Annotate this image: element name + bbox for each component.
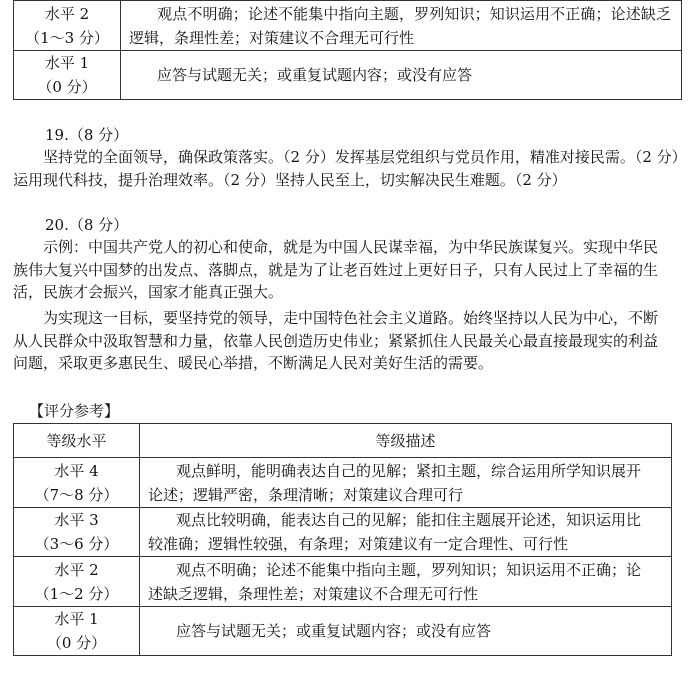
level-name: 水平 4 <box>54 461 99 480</box>
description-line: 论述；逻辑严密，条理清晰；对策建议合理可行 <box>148 485 464 504</box>
answer-line: 从人民群众中汲取智慧和力量，依靠人民创造历史伟业；紧紧抓住人民最关心最直接最现实的利益 <box>13 331 659 350</box>
level-name: 水平 1 <box>54 610 99 628</box>
table-row <box>14 458 672 508</box>
question-20-title: 20.（8 分） <box>45 216 129 234</box>
answer-line: 为实现这一目标，要坚持党的领导，走中国特色社会主义道路。始终坚持以人民为中心，不断 <box>43 309 659 327</box>
level-description <box>121 51 682 100</box>
level-cell <box>14 1 121 51</box>
level-description <box>140 557 672 607</box>
description-line: 观点鲜明，能明确表达自己的见解；紧扣主题，综合运用所学知识展开 <box>176 461 642 480</box>
rubric-table <box>13 423 672 656</box>
level-name: 水平 2 <box>44 4 90 23</box>
level-description <box>121 1 682 51</box>
question-19-title: 19.（8 分） <box>45 126 129 144</box>
table-row <box>14 607 672 656</box>
level-description <box>140 607 672 656</box>
description-line: 观点比较明确，能表达自己的见解；能扣住主题展开论述，知识运用比 <box>176 511 642 529</box>
top-rubric-table <box>13 0 682 100</box>
column-header-description: 等级描述 <box>140 424 672 458</box>
description-line: 观点不明确；论述不能集中指向主题，罗列知识；知识运用不正确；论 <box>176 560 642 579</box>
question-20-paragraph-1 <box>13 236 688 304</box>
table-header-row <box>14 424 672 458</box>
column-header-level: 等级水平 <box>14 424 140 458</box>
level-cell <box>14 51 121 100</box>
question-19-answer <box>13 146 688 191</box>
table-row <box>14 51 682 100</box>
description-line: 较准确；逻辑性较强，有条理；对策建议有一定合理性、可行性 <box>148 535 569 553</box>
answer-line: 问题，采取更多惠民生、暖民心举措，不断满足人民对美好生活的需要。 <box>13 354 494 372</box>
level-name: 水平 1 <box>44 54 90 72</box>
question-20-paragraph-2 <box>13 307 688 375</box>
level-cell <box>14 557 140 607</box>
level-range: （1～3 分） <box>25 28 109 47</box>
answer-line: 运用现代科技，提升治理效率。（2 分）坚持人民至上，切实解决民生难题。（2 分） <box>13 170 567 189</box>
level-range: （7～8 分） <box>34 485 119 504</box>
level-cell <box>14 458 140 508</box>
table-row <box>14 1 682 51</box>
level-description <box>140 458 672 508</box>
description-line: 应答与试题无关；或重复试题内容；或没有应答 <box>176 622 492 640</box>
level-cell <box>14 508 140 557</box>
description-line: 述缺乏逻辑，条理性差；对策建议不合理无可行性 <box>148 584 479 603</box>
level-range: （0 分） <box>46 634 107 652</box>
answer-line: 示例：中国共产党人的初心和使命，就是为中国人民谋幸福，为中华民族谋复兴。实现中华民 <box>43 238 659 256</box>
level-range: （3～6 分） <box>34 535 119 553</box>
answer-line: 坚持党的全面领导，确保政策落实。（2 分）发挥基层党组织与党员作用，精准对接民需。（2 分） <box>43 148 687 166</box>
level-name: 水平 3 <box>54 511 99 529</box>
level-description <box>140 508 672 557</box>
description-text: 应答与试题无关；或重复试题内容；或没有应答 <box>157 66 473 84</box>
table-row <box>14 508 672 557</box>
level-cell <box>14 607 140 656</box>
answer-line: 族伟大复兴中国梦的出发点、落脚点，就是为了让老百姓过上更好日子，只有人民过上了幸福的生 <box>13 260 659 279</box>
table-row <box>14 557 672 607</box>
rubric-heading: 【评分参考】 <box>29 402 120 420</box>
level-range: （1～2 分） <box>34 584 119 603</box>
answer-line: 活，民族才会振兴，国家才能真正强大。 <box>13 283 284 301</box>
level-name: 水平 2 <box>54 560 99 579</box>
level-range: （0 分） <box>37 78 97 96</box>
description-text: 观点不明确；论述不能集中指向主题，罗列知识；知识运用不正确；论述缺乏逻辑，条理性差；对策建议不合理无可行性 <box>129 4 671 47</box>
